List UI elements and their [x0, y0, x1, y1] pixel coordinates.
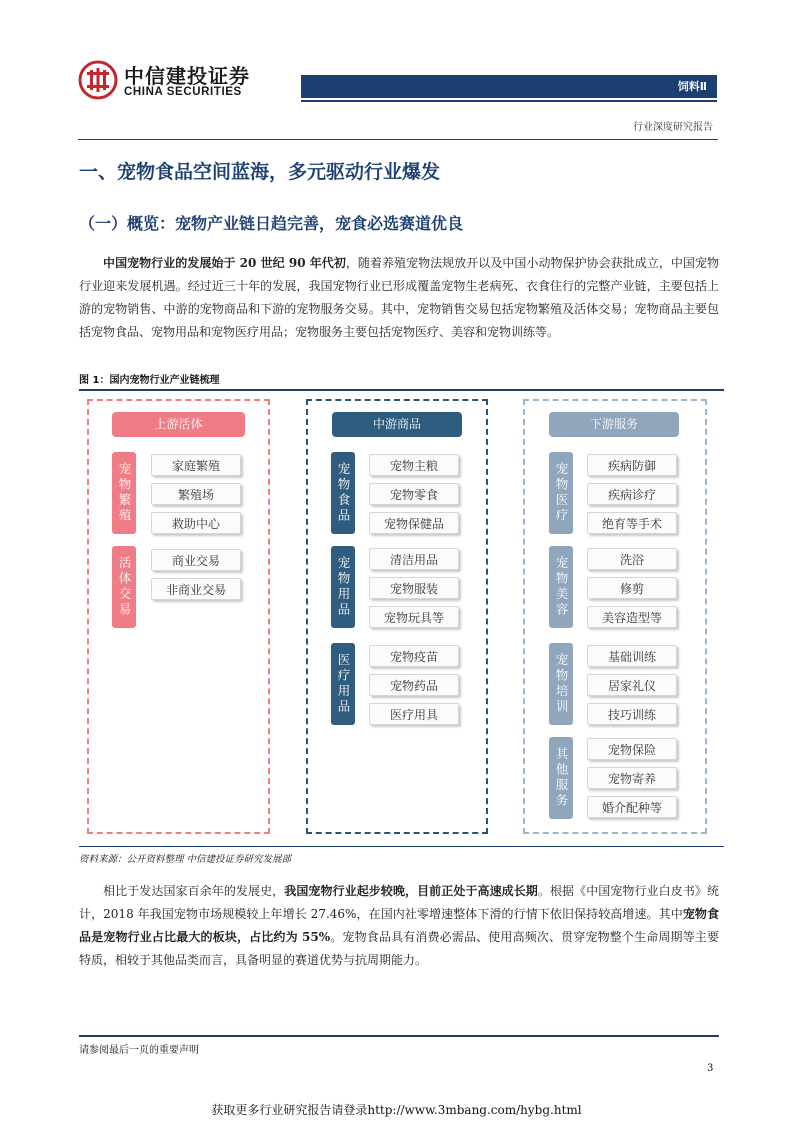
download-link-text[interactable]: 获取更多行业研究报告请登录http://www.3mbang.com/hybg.html [211, 1103, 582, 1117]
figure-top-rule [79, 389, 724, 391]
figure-bottom-rule [79, 846, 724, 847]
industry-category: 饲料Ⅱ [677, 80, 707, 93]
header-rule [78, 139, 718, 140]
chain-item: 宠物药品 [369, 674, 459, 696]
intro-paragraph [79, 252, 719, 344]
chain-item: 家庭繁殖 [151, 454, 241, 476]
analysis-text-1: 相比于发达国家百余年的发展史， [103, 884, 285, 898]
chain-item: 救助中心 [151, 512, 241, 534]
chain-item: 商业交易 [151, 549, 241, 571]
company-name-en: CHINA SECURITIES [124, 86, 242, 98]
chain-item: 宠物寄养 [587, 767, 677, 789]
page-number: 3 [707, 1063, 714, 1074]
chain-item: 洗浴 [587, 548, 677, 570]
category-medical-supplies: 医疗用品 [331, 643, 355, 725]
chain-item: 宠物保险 [587, 738, 677, 760]
figure-title: 图 1：国内宠物行业产业链梳理 [79, 375, 220, 386]
category-pet-training: 宠物培训 [549, 643, 573, 725]
category-other-services: 其他服务 [549, 737, 573, 819]
figure-source: 资料来源：公开资料整理 中信建投证券研究发展部 [79, 854, 292, 865]
chain-item: 宠物主粮 [369, 454, 459, 476]
chain-item: 疾病诊疗 [587, 483, 677, 505]
category-pet-supplies: 宠物用品 [331, 546, 355, 628]
chain-item: 宠物零食 [369, 483, 459, 505]
upstream-header: 上游活体 [112, 412, 245, 437]
downstream-header: 下游服务 [549, 412, 679, 437]
company-name-cn: 中信建投证券 [124, 64, 250, 88]
analysis-paragraph [79, 880, 719, 972]
chain-item: 宠物保健品 [369, 512, 459, 534]
intro-bold-lead: 中国宠物行业的发展始于 20 世纪 90 年代初 [103, 256, 346, 270]
disclaimer-note: 请参阅最后一页的重要声明 [79, 1045, 199, 1056]
chain-item: 繁殖场 [151, 483, 241, 505]
subsection-heading: （一）概览：宠物产业链日趋完善，宠食必选赛道优良 [79, 214, 464, 233]
analysis-text-2: 。根据《中国宠物行业白皮书》统计，2018 年我国宠物市场规模较上年增长 27.46%，在国内社零增速整体下滑的行情下依旧保持较高增速。其中 [79, 884, 719, 921]
header-divider [301, 100, 717, 102]
analysis-text-3: 。宠物食品具有消费必需品、使用高频次、贯穿宠物整个生命周期等主要特质，相较于其他品类而言，具备明显的赛道优势与抗周期能力。 [79, 930, 719, 967]
category-pet-grooming: 宠物美容 [549, 546, 573, 628]
chain-item: 清洁用品 [369, 548, 459, 570]
company-logo-mark [78, 60, 118, 100]
section-heading: 一、宠物食品空间蓝海，多元驱动行业爆发 [79, 161, 441, 183]
chain-item: 宠物服装 [369, 577, 459, 599]
analysis-bold-2: 宠物食品是宠物行业占比最大的板块，占比约为 55% [79, 907, 719, 944]
chain-item: 基础训练 [587, 645, 677, 667]
chain-item: 婚介配种等 [587, 796, 677, 818]
chain-item: 疾病防御 [587, 454, 677, 476]
chain-item: 非商业交易 [151, 578, 241, 600]
header-bar [301, 75, 717, 98]
intro-text: ，随着养殖宠物法规放开以及中国小动物保护协会获批成立，中国宠物行业迎来发展机遇。经过近三十年的发展，我国宠物行业已形成覆盖宠物生老病死、衣食住行的完整产业链，主要包括上游的宠物销售、中游的宠物商品和下游的宠物服务交易。其中，宠物销售交易包括宠物繁殖及活体交易；宠物商品主要包括宠物食品、宠物用品和宠物医疗用品；宠物服务主要包括宠物医疗、美容和宠物训练等。 [79, 256, 719, 339]
midstream-header: 中游商品 [332, 412, 462, 437]
footer-rule [79, 1035, 719, 1037]
category-live-trade: 活体交易 [112, 546, 136, 628]
report-type: 行业深度研究报告 [633, 122, 713, 133]
chain-item: 居家礼仪 [587, 674, 677, 696]
analysis-bold-1: 我国宠物行业起步较晚，目前正处于高速成长期 [284, 884, 538, 898]
chain-item: 绝育等手术 [587, 512, 677, 534]
category-pet-medical: 宠物医疗 [549, 452, 573, 534]
chain-item: 医疗用具 [369, 703, 459, 725]
chain-item: 宠物玩具等 [369, 606, 459, 628]
chain-item: 宠物疫苗 [369, 645, 459, 667]
chain-item: 美容造型等 [587, 606, 677, 628]
chain-item: 修剪 [587, 577, 677, 599]
category-pet-food: 宠物食品 [331, 452, 355, 534]
chain-item: 技巧训练 [587, 703, 677, 725]
category-breeding: 宠物繁殖 [112, 452, 136, 534]
